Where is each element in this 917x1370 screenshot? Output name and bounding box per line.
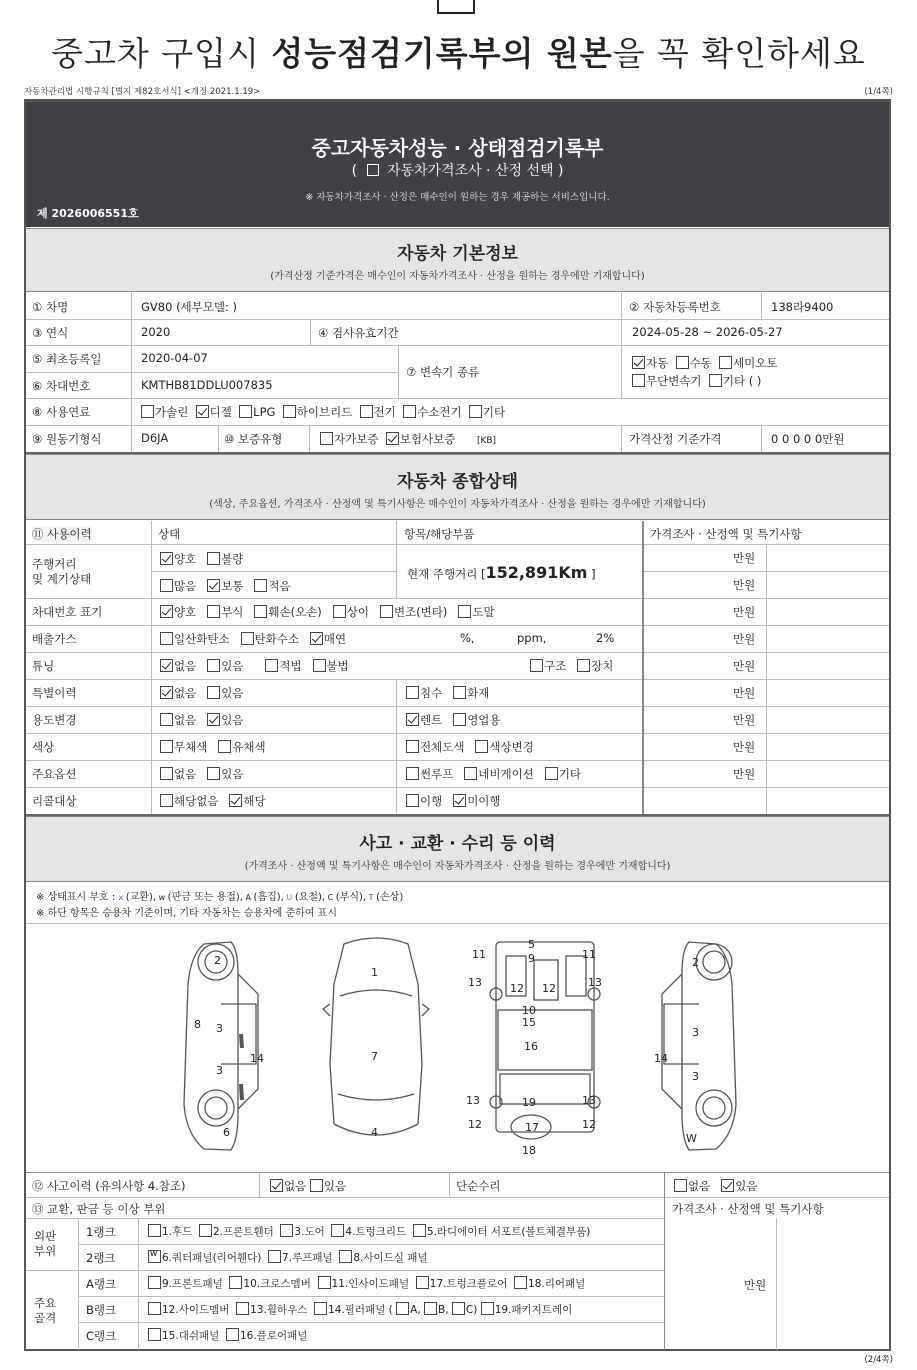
major-frame-label: 주요 골격 [34,1296,57,1325]
plate-different-checkbox[interactable] [333,605,346,618]
option-items: 썬루프 네비게이션 기타 [406,766,581,782]
transmission-label: ⑦ 변속기 종류 [406,365,480,379]
accident-yes-checkbox[interactable] [310,1179,323,1192]
diagram-part-number: 19 [522,1096,536,1109]
accident-header [26,816,889,882]
symbol-desc: (흠집), [253,892,284,903]
doc-subtitle: ( 자동차가격조사 · 산정 선택 ) [351,163,564,179]
full-paint-checkbox[interactable] [406,740,419,753]
simple-repair-options: 없음 있음 [674,1178,757,1194]
cross-member-checkbox[interactable] [229,1276,242,1289]
diagram-part-number: 13 [582,1094,596,1107]
recall-done-checkbox[interactable] [406,794,419,807]
fuel-gasoline-checkbox[interactable] [141,405,154,418]
flood-checkbox[interactable] [406,686,419,699]
symbol-code: C [325,893,336,902]
rank-1: 1랭크 [86,1225,116,1239]
unit-usage-change: 만원 [733,713,756,727]
recall-options: 해당없음 해당 [160,793,266,809]
symbol-desc: (판금 또는 용접), [167,892,243,903]
trans-semi-checkbox[interactable] [719,356,732,369]
pillar-b-checkbox[interactable] [424,1302,437,1315]
col-price: 가격조사 · 산정액 및 특기사항 [650,527,802,541]
fuel-other-checkbox[interactable] [469,405,482,418]
reg-no-value: 138라9400 [771,300,834,314]
plate-altered-checkbox[interactable] [380,605,393,618]
special-yes-checkbox[interactable] [207,686,220,699]
accident-title: 사고 · 교환 · 수리 등 이력 [359,834,556,854]
symbol-desc: (손상) [376,892,404,903]
transmission-options-1: 자동 수동 세미오토 [632,355,778,371]
mileage-label: 주행거리 및 계기상태 [32,557,92,586]
recall-yes-checkbox[interactable] [229,794,242,807]
gas-unit-smoke: 2% [596,631,615,645]
rear-panel-checkbox[interactable] [514,1276,527,1289]
special-none-checkbox[interactable] [160,686,173,699]
symbol-note: ※ 하단 항목은 승용차 기준이며, 기타 자동차는 승용차에 준하여 표시 [36,908,337,919]
diagram-part-number: 14 [250,1052,264,1065]
tuning-structure-checkbox[interactable] [530,659,543,672]
pillar-a-checkbox[interactable] [396,1302,409,1315]
doc-header [26,102,889,227]
gas-options: 일산화탄소 탄화수소 매연 [160,631,346,647]
unit-mileage-b: 만원 [733,578,756,592]
inspection-label: ④ 검사유효기간 [318,326,399,340]
diagram-part-number: 1 [371,966,378,979]
diagram-part-number: 13 [468,976,482,989]
left-side-view [184,942,258,1150]
accident-note: (가격조사 · 산정액 및 특기사항은 매수인이 자동차가격조사 · 산정을 원하는 경우에만 기재합니다) [244,861,671,872]
rank-a: A랭크 [86,1277,117,1291]
tuning-label: 튜닝 [32,659,55,673]
diagram-part-number: 17 [525,1121,539,1134]
gas-hc-checkbox[interactable] [241,632,254,645]
outer-panel-label: 외판 부위 [34,1229,57,1258]
warranty-label: ⑩ 보증유형 [224,432,283,446]
color-options: 무채색 유채색 [160,739,266,755]
col-item: 항목/해당부품 [404,527,475,541]
mileage-normal-checkbox[interactable] [207,579,220,592]
diagram-part-number: 12 [542,982,556,995]
exchange-label: ⑬ 교환, 판금 등 이상 부위 [32,1202,166,1216]
fuel-diesel-checkbox[interactable] [196,405,209,418]
trans-other-checkbox[interactable] [709,374,722,387]
roof-panel-checkbox[interactable] [268,1250,281,1263]
trunk-floor-checkbox[interactable] [416,1276,429,1289]
rank-b: B랭크 [86,1303,117,1317]
option-other-checkbox[interactable] [545,767,558,780]
first-reg-value: 2020-04-07 [141,351,208,365]
tuning-illegal-checkbox[interactable] [313,659,326,672]
wheel-house-checkbox[interactable] [236,1302,249,1315]
year-label: ③ 연식 [32,326,69,340]
pillar-panel-checkbox[interactable] [314,1302,327,1315]
rank-2: 2랭크 [86,1251,116,1265]
usage-change-options: 없음 있음 [160,712,243,728]
usage-change-yes-checkbox[interactable] [207,713,220,726]
rankA-items: 9.프론트패널 10.크로스멤버 11.인사이드패널 17.트렁크플로어 18.리어패널 [148,1276,585,1291]
pillar-c-checkbox[interactable] [452,1302,465,1315]
option-label: 주요옵션 [32,767,77,781]
unit-mileage-a: 만원 [733,551,756,565]
gas-co-checkbox[interactable] [160,632,173,645]
diagram-part-number: 11 [472,948,486,961]
dash-panel-checkbox[interactable] [148,1328,161,1341]
car-name-value: GV80 (세부모델: ) [141,300,238,314]
diagram-part-number: 6 [223,1126,230,1139]
symbol-desc: (요철), [294,892,326,903]
unit-plate: 만원 [733,605,756,619]
option-none-checkbox[interactable] [160,767,173,780]
right-side-view [662,942,736,1150]
exchange-price-unit: 만원 [744,1278,767,1292]
mileage-good-checkbox[interactable] [160,552,173,565]
color-label: 색상 [32,740,55,754]
page-headline: 중고차 구입시 성능점검기록부의 원본을 꼭 확인하세요 [51,34,866,73]
fuel-options: 가솔린 디젤 LPG 하이브리드 전기 수소전기 기타 [141,404,505,420]
quarter-panel-checkbox[interactable] [148,1250,161,1263]
usage-change-label: 용도변경 [32,713,77,727]
price-survey-checkbox[interactable] [367,164,379,176]
diagram-part-number: 3 [692,1070,699,1083]
vin-label: ⑥ 차대번호 [32,379,91,393]
recall-none-checkbox[interactable] [160,794,173,807]
transmission-options-2: 무단변속기 기타 ( ) [632,373,761,389]
rank1-items: 1.후드 2.프론트휀더 3.도어 4.트렁크리드 5.라디에이터 서포트(볼트체결부품) [148,1224,590,1239]
diagram-part-number: 8 [194,1018,201,1031]
mileage-few-checkbox[interactable] [254,579,267,592]
col-state: 상태 [158,527,181,541]
simple-repair-label: 단순수리 [456,1179,501,1193]
front-fender-checkbox[interactable] [199,1224,212,1237]
rank-c: C랭크 [86,1329,117,1343]
general-header [26,454,889,520]
door-checkbox[interactable] [280,1224,293,1237]
inside-panel-checkbox[interactable] [318,1276,331,1289]
tuning-device-checkbox[interactable] [577,659,590,672]
diagram-part-number: 2 [692,956,699,969]
basic-info-header [26,228,889,292]
special-label: 특별이력 [32,686,77,700]
tuning-type-options: 구조 장치 [530,658,613,674]
top-edge-mark [437,0,475,14]
gas-smoke-checkbox[interactable] [310,632,323,645]
basic-info-title: 자동차 기본정보 [397,244,518,264]
diagram-part-number: 3 [216,1022,223,1035]
price-base-label: 가격산정 기준가격 [629,432,722,446]
tuning-none-checkbox[interactable] [160,659,173,672]
diagram-part-number: 16 [524,1040,538,1053]
car-name-label: ① 차명 [32,300,69,314]
usage-change-none-checkbox[interactable] [160,713,173,726]
accident-history-label: ⑫ 사고이력 (유의사항 4.참조) [32,1179,186,1193]
inspection-value: 2024-05-28 ~ 2026-05-27 [632,325,783,339]
tuning-options: 없음 있음 적법 불법 [160,658,349,674]
recall-label: 리콜대상 [32,794,77,808]
usage-change-items: 렌트 영업용 [406,712,501,728]
symbol-code: T [366,893,377,902]
trans-auto-checkbox[interactable] [632,356,645,369]
general-title: 자동차 종합상태 [397,472,518,492]
gas-unit-percent: %, [460,631,475,645]
fuel-label: ⑧ 사용연료 [32,405,91,419]
hood-checkbox[interactable] [148,1224,161,1237]
side-member-checkbox[interactable] [148,1302,161,1315]
repair-yes-checkbox[interactable] [721,1179,734,1192]
engine-value: D6JA [141,431,169,445]
plate-corrosion-checkbox[interactable] [207,605,220,618]
fuel-electric-checkbox[interactable] [360,405,373,418]
special-items: 침수 화재 [406,685,489,701]
frame-view [490,942,600,1139]
chromatic-checkbox[interactable] [218,740,231,753]
doc-note: ※ 자동차가격조사 · 산정은 매수인이 원하는 경우 제공하는 서비스입니다. [305,192,610,203]
diagram-part-number: 3 [216,1064,223,1077]
car-damage-diagram [26,924,889,1172]
diagram-part-number: 15 [522,1016,536,1029]
accident-history-options: 없음 있음 [270,1178,346,1194]
law-reference: 자동차관리법 시행규칙 [별지 제82호서식] <개정 2021.1.19> [24,87,261,97]
engine-label: ⑨ 원동기형식 [32,432,102,446]
diagram-part-number: 12 [582,1118,596,1131]
reg-no-label: ② 자동차등록번호 [629,300,721,314]
unit-option: 만원 [733,767,756,781]
warranty-insurer-checkbox[interactable] [386,432,399,445]
price-base-value: 0 0 0 0 0만원 [771,432,845,446]
diagram-part-number: W [686,1132,697,1145]
basic-info-note: (가격산정 기준가격은 매수인이 자동차가격조사 · 산정을 원하는 경우에만 기재합니다) [270,271,645,282]
diagram-part-number: 12 [468,1118,482,1131]
rankB-items: 12.사이드멤버 13.휠하우스 14.필러패널 ( A, B, C) 19.패키지트레이 [148,1302,572,1317]
accident-none-checkbox[interactable] [270,1179,283,1192]
unit-color: 만원 [733,740,756,754]
plate-painted-checkbox[interactable] [458,605,471,618]
diagram-part-number: 18 [522,1144,536,1157]
special-options: 없음 있음 [160,685,243,701]
mileage-state-a: 양호 불량 [160,551,243,567]
fire-checkbox[interactable] [453,686,466,699]
trunk-lid-checkbox[interactable] [331,1224,344,1237]
side-sill-checkbox[interactable] [339,1250,352,1263]
mileage-many-checkbox[interactable] [160,579,173,592]
plate-label: 차대번호 표기 [32,605,103,619]
mileage-reading: 현재 주행거리 [152,891Km ] [407,563,596,582]
fuel-hybrid-checkbox[interactable] [283,405,296,418]
color-items: 전체도색 색상변경 [406,739,534,755]
symbol-code: w [156,893,168,902]
diagram-part-number: 14 [654,1052,668,1065]
col-usage: ⑪ 사용이력 [32,527,92,541]
repair-none-checkbox[interactable] [674,1179,687,1192]
option-options: 없음 있음 [160,766,243,782]
fuel-lpg-checkbox[interactable] [239,405,252,418]
diagram-part-number: 4 [371,1126,378,1139]
first-reg-label: ⑤ 최초등록일 [32,352,102,366]
diagram-part-number: 7 [371,1050,378,1063]
achromatic-checkbox[interactable] [160,740,173,753]
tuning-yes-checkbox[interactable] [207,659,220,672]
tuning-legal-checkbox[interactable] [265,659,278,672]
year-value: 2020 [141,325,171,339]
floor-panel-checkbox[interactable] [226,1328,239,1341]
exchange-price-col: 가격조사 · 산정액 및 특기사항 [672,1202,824,1216]
option-yes-checkbox[interactable] [207,767,220,780]
diagram-part-number: 9 [528,952,535,965]
unit-tuning: 만원 [733,659,756,673]
symbol-desc: (부식), [335,892,367,903]
symbol-code: A [242,893,254,902]
diagram-part-number: 12 [510,982,524,995]
page-number: (1/4쪽) [864,87,893,97]
symbol-desc: (교환), [125,892,157,903]
rent-checkbox[interactable] [406,713,419,726]
symbol-legend: ※ 상태표시 부호 : x (교환), w (판금 또는 용접), A (흠집), U (요철), C (부식), T (손상) [36,892,404,903]
diagram-part-number: 2 [214,954,221,967]
business-checkbox[interactable] [453,713,466,726]
warranty-self-checkbox[interactable] [320,432,333,445]
mileage-state-b: 많음 보통 적음 [160,578,291,594]
sunroof-checkbox[interactable] [406,767,419,780]
diagram-part-number: 3 [692,1026,699,1039]
rankC-items: 15.대쉬패널 16.플로어패널 [148,1328,307,1343]
gas-label: 배출가스 [32,632,77,646]
diagram-part-number: 10 [522,1004,536,1017]
navigation-checkbox[interactable] [464,767,477,780]
symbol-code: x [118,893,126,902]
fuel-hydrogen-checkbox[interactable] [403,405,416,418]
general-note: (색상, 주요옵션, 가격조사 · 산정액 및 특기사항은 매수인이 자동차가격조사 · 산정을 원하는 경우에만 기재합니다) [209,499,706,510]
radiator-support-checkbox[interactable] [413,1224,426,1237]
page-number-2: (2/4쪽) [864,1355,893,1365]
plate-good-checkbox[interactable] [160,605,173,618]
recall-not-done-checkbox[interactable] [453,794,466,807]
diagram-part-number: 11 [582,948,596,961]
vin-value: KMTHB81DDLU007835 [141,378,273,392]
warranty-options: 자가보증 보험사보증 [KB] [320,431,496,447]
color-change-checkbox[interactable] [475,740,488,753]
mileage-bad-checkbox[interactable] [207,552,220,565]
rank2-items: w6.쿼터패널(리어휀다) 7.루프패널 8.사이드실 패널 [148,1250,428,1265]
doc-number: 제 2026006551호 [37,207,139,220]
plate-options: 양호 부식 훼손(오손) 상이 변조(변타) 도말 [160,604,495,620]
trans-manual-checkbox[interactable] [676,356,689,369]
gas-unit-ppm: ppm, [517,631,547,645]
package-tray-checkbox[interactable] [481,1302,494,1315]
plate-damage-checkbox[interactable] [254,605,267,618]
recall-items: 이행 미이행 [406,793,501,809]
doc-title: 중고자동차성능 · 상태점검기록부 [311,136,604,160]
front-panel-checkbox[interactable] [148,1276,161,1289]
diagram-part-number: 13 [466,1094,480,1107]
symbol-code: U [283,893,295,902]
unit-special: 만원 [733,686,756,700]
trans-cvt-checkbox[interactable] [632,374,645,387]
diagram-part-number: 5 [528,938,535,951]
diagram-part-number: 13 [588,976,602,989]
unit-gas: 만원 [733,632,756,646]
